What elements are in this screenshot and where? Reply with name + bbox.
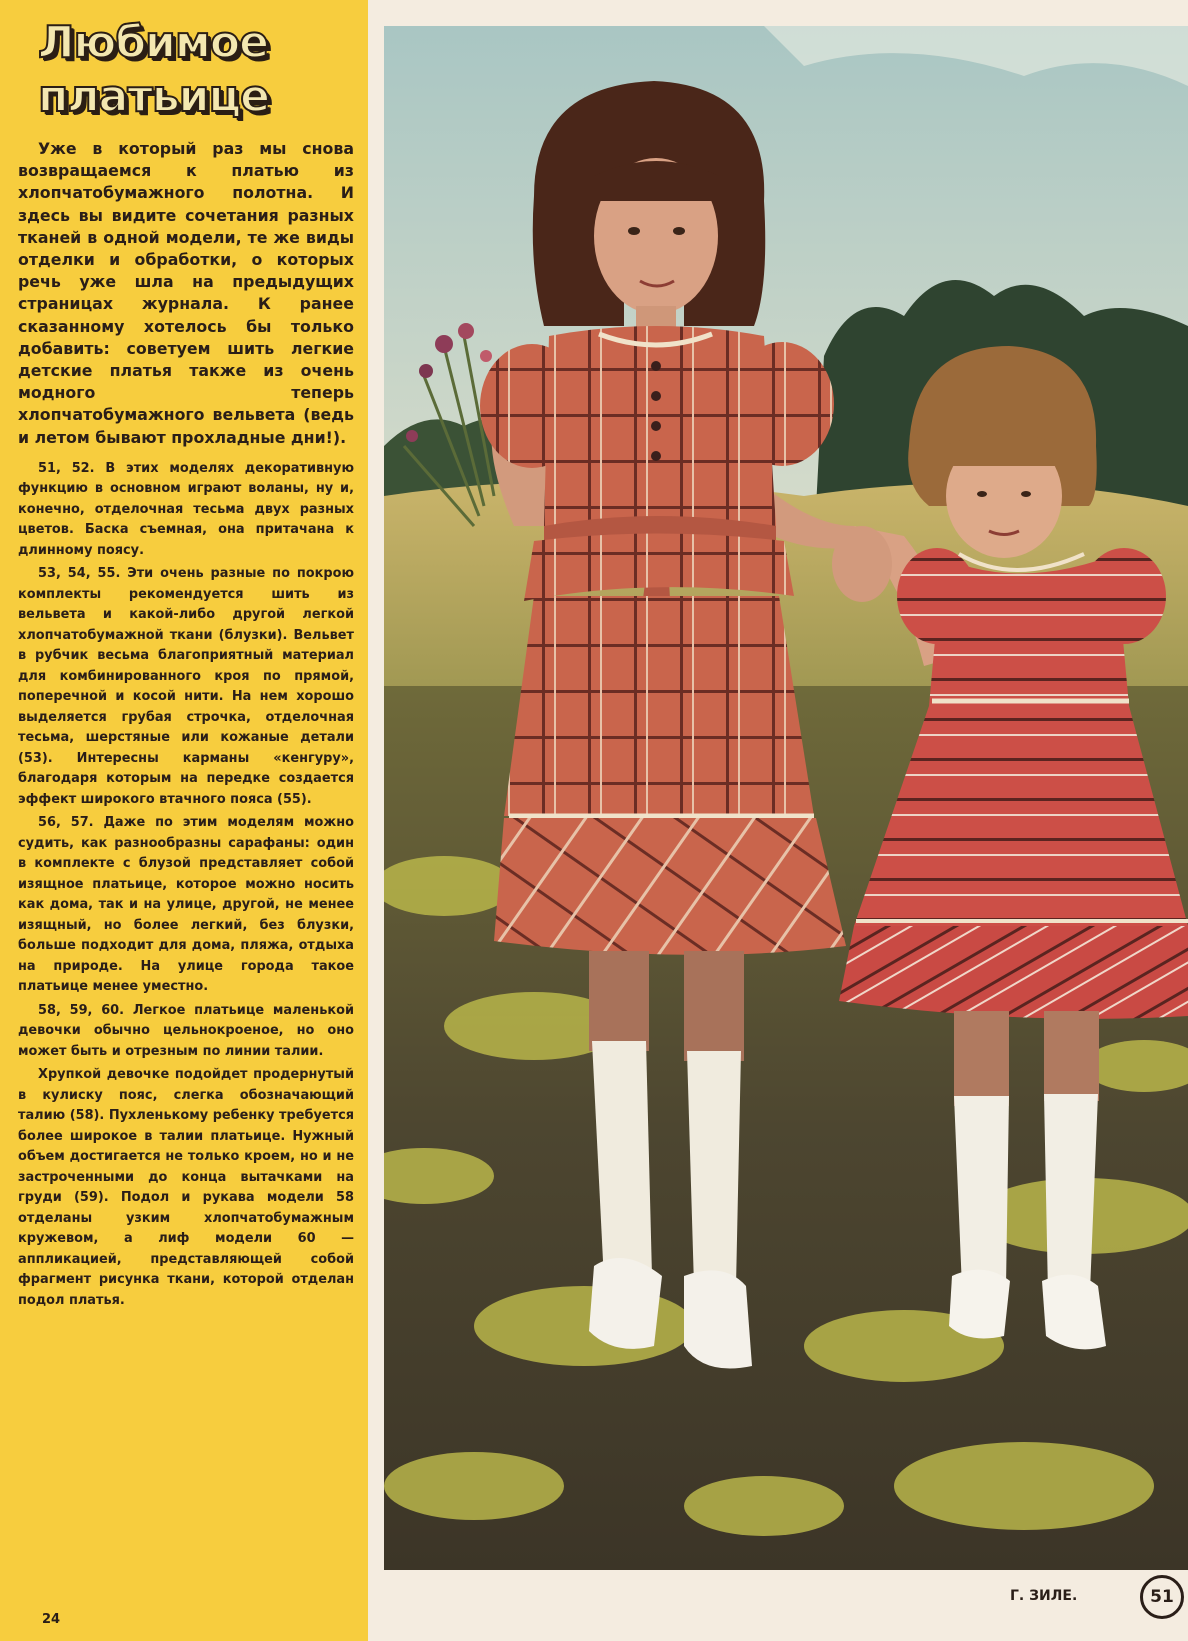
model-number-badge: 51: [1140, 1575, 1184, 1619]
article-title: [18, 16, 354, 124]
photo-credit: Г. ЗИЛЕ.: [1010, 1588, 1078, 1604]
page-number: 24: [42, 1612, 61, 1627]
intro-paragraph: Уже в который раз мы снова возвращаемся к платью из хлопчатобумажного полотна. И здесь вы видите сочетания разных тканей в одной модели, те же виды отделки и обработки, о которых речь уже шла на предыдущих страницах журнала. К ранее сказанному хотелось бы только добавить: советуем шить легкие детские платья также из очень модного теперь хлопчатобумажного вельвета (ведь и летом бывают прохладные дни!).: [18, 139, 354, 447]
photo-two-girls: [384, 26, 1188, 1570]
paragraph-58-60: 58, 59, 60. Легкое платьице маленькой девочки обычно цельнокроеное, но оно может быть и отрезным по линии талии.: [18, 1002, 354, 1059]
text-column: [0, 0, 368, 1641]
paragraph-53-55: 53, 54, 55. Эти очень разные по покрою комплекты рекомендуется шить из вельвета и какой-либо другой легкой хлопчатобумажной ткани (блузки). Вельвет в рубчик весьма благоприятный материал для комбинированного кроя по прямой, поперечной и косой нити. На нем хорошо выделяется грубая строчка, отделочная тесьма, шерстяные или кожаные детали (53). Интересны карманы «кенгуру», благодаря которым на передке создается эффект широкого втачного пояса (55).: [18, 566, 354, 807]
paragraph-56-57: 56, 57. Даже по этим моделям можно судить, как разнообразны сарафаны: один в комплекте с блузой представляет собой изящное платьице, которое можно носить как дома, так и на улице, другой, не менее изящный, но более легкий, без блузки, больше подходит для дома, пляжа, отдыха на природе. На улице города такое платьице менее уместно.: [18, 815, 354, 995]
title-line-1: Любимое: [38, 17, 268, 68]
paragraph-51-52: 51, 52. В этих моделях декоративную функцию в основном играют воланы, ну и, конечно, отделочная тесьма двух разных цветов. Баска съемная, она притачана к длинному поясу.: [18, 460, 354, 558]
paragraph-fit-advice: Хрупкой девочке подойдет продернутый в кулиску пояс, слегка обозначающий талию (58). Пухленькому ребенку требуется более широкое в талии платьице. Нужный объем достигается не только кроем, но и не застроченными до конца вытачками на груди (59). Подол и рукава модели 58 отделаны узким хлопчатобумажным кружевом, а лиф модели 60 — аппликацией, представляющей собой фрагмент рисунка ткани, которой отделан подол платья.: [18, 1067, 354, 1308]
title-line-2: платьице: [38, 71, 269, 122]
